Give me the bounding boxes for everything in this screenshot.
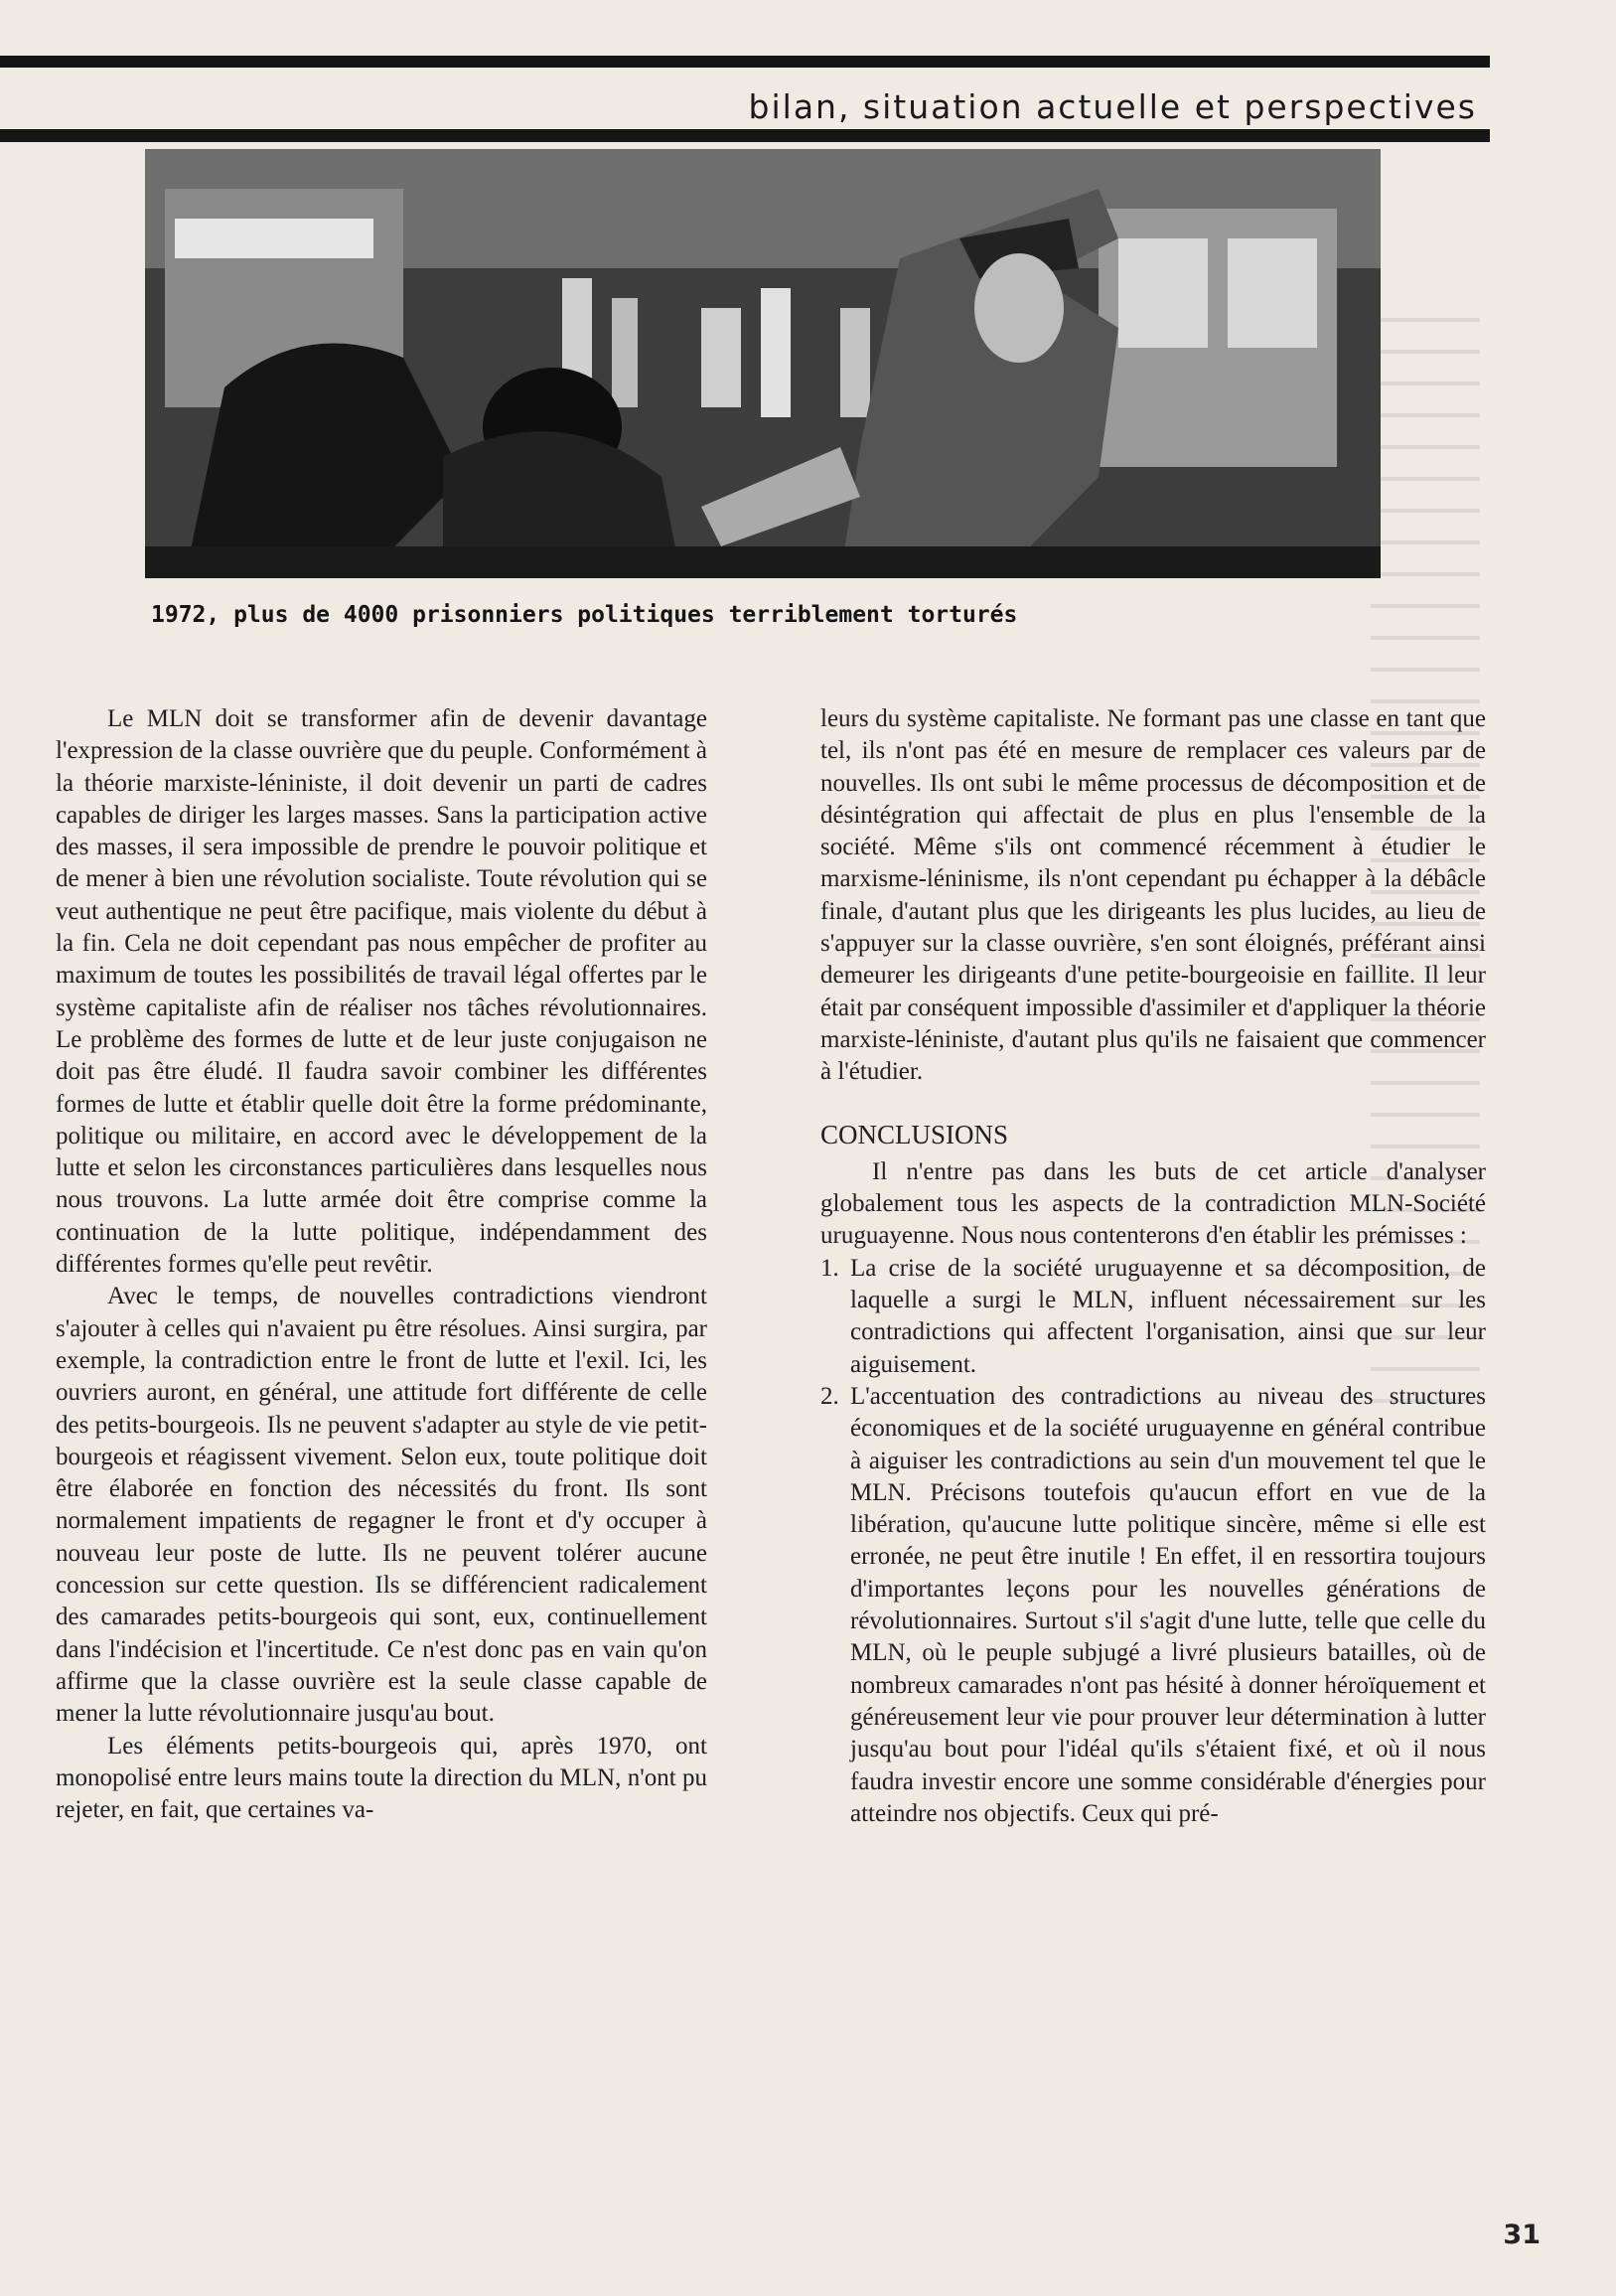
paragraph: Avec le temps, de nouvelles contradictions viendront s'ajouter à celles qui n'avaient pu être résolues. Ainsi surgira, par exemple, la contradiction entre le front de lutte et l'exil. Ici, les ouvriers auront, en général, une attitude fort différente de celle des petits-bourgeois. Ils ne peuvent s'adapter au style de vie petit-bourgeois et réagissent vivement. Selon eux, toute politique doit être élaborée en fonction des nécessités du front. Ils sont normalement impatients de regagner le front et d'y occuper à nouveau leur poste de lutte. Ils ne peuvent tolérer aucune concession sur cette question. Ils se différencient radicalement des camarades petits-bourgeois qui sont, eux, continuellement dans l'indécision et l'incertitude. Ce n'est donc pas en vain qu'on affirme que la classe ouvrière est la seule classe capable de mener la lutte révolutionnaire jusqu'au bout. <box>56 1283 707 1728</box>
section-heading: CONCLUSIONS <box>820 1119 1009 1149</box>
news-photo <box>145 149 1381 578</box>
list-number: 2. <box>820 1382 839 1410</box>
premises-list <box>820 1253 1486 1830</box>
page-number: 31 <box>1503 2219 1541 2250</box>
paragraph: Le MLN doit se transformer afin de devenir davantage l'expression de la classe ouvrière que du peuple. Conformément à la théorie marxiste-léniniste, il doit devenir un parti de cadres capables de diriger les larges masses. Sans la participation active des masses, il sera impossible de prendre le pouvoir politique et de mener à bien une révolution socialiste. Toute révolution qui se veut authentique ne peut être pacifique, mais violente du début à la fin. Cela ne doit cependant pas nous empêcher de profiter au maximum de toutes les possibilités de travail légal offertes par le système capitaliste afin de réaliser nos tâches révolutionnaires. Le problème des formes de lutte et de leur juste conjugaison ne doit pas être éludé. Il faudra savoir combiner les différentes formes de lutte et établir quelle doit être la forme prédominante, politique ou militaire, en accord avec le développement de la lutte et selon les circonstances particulières dans lesquelles nous nous trouvons. La lutte armée doit être comprise comme la continuation de la lutte politique, indépendamment des différentes formes qu'elle peut revêtir. <box>56 705 707 1279</box>
photo-illustration <box>145 149 1381 578</box>
header-rule-bottom <box>0 129 1490 142</box>
photo-caption: 1972, plus de 4000 prisonniers politiques terriblement torturés <box>151 602 1018 628</box>
paragraph-continued: leurs du système capitaliste. Ne formant pas une classe en tant que tel, ils n'ont pas été en mesure de remplacer ces valeurs par de nouvelles. Ils ont subi le même processus de décomposition et de désintégration qui affectait de plus en plus l'ensemble de la société. Même s'ils ont commencé récemment à étudier le marxisme-léninisme, ils n'ont cependant pu échapper à la débâcle finale, d'autant plus que les dirigeants les plus lucides, au lieu de s'appuyer sur la classe ouvrière, s'en sont éloignés, préférant ainsi demeurer les dirigeants d'une petite-bourgeoisie en faillite. Il leur était par conséquent impossible d'assimiler et d'appliquer la théorie marxiste-léniniste, d'autant plus qu'ils ne faisaient que commencer à l'étudier. <box>820 705 1486 1086</box>
list-number: 1. <box>820 1254 839 1282</box>
right-column <box>820 703 1486 1830</box>
section-header: bilan, situation actuelle et perspectives <box>748 87 1477 126</box>
list-item <box>820 1381 1486 1830</box>
conclusions-intro: Il n'entre pas dans les buts de cet article d'analyser globalement tous les aspects de la contradiction MLN-Société uruguayenne. Nous nous contenterons d'en établir les prémisses : <box>820 1157 1486 1250</box>
header-rule-top <box>0 56 1490 68</box>
list-item-text: L'accentuation des contradictions au niveau des structures économiques et de la société uruguayenne en général contribue à aiguiser les contradictions au sein d'un mouvement tel que le MLN. Précisons toutefois qu'aucun effort en vue de la libération, qu'aucune lutte politique sincère, même si elle est erronée, ne peut être inutile ! En effet, il en ressortira toujours d'importantes leçons pour les nouvelles générations de révolutionnaires. Surtout s'il s'agit d'une lutte, telle que celle du MLN, où le peuple subjugé a livré plusieurs batailles, où de nombreux camarades n'ont pas hésité à donner héroïquement et généreusement leur vie pour prouver leur détermination à lutter jusqu'au bout pour l'idéal qu'ils s'étaient fixé, et où il nous faudra investir encore une somme considérable d'énergies pour atteindre nos objectifs. Ceux qui pré- <box>850 1382 1486 1827</box>
left-column <box>56 703 707 1826</box>
list-item-text: La crise de la société uruguayenne et sa décomposition, de laquelle a surgi le MLN, influent nécessairement sur les contradictions qui affectent l'organisation, ainsi que sur leur aiguisement. <box>850 1254 1486 1378</box>
list-item <box>820 1253 1486 1381</box>
paragraph: Les éléments petits-bourgeois qui, après 1970, ont monopolisé entre leurs mains toute la direction du MLN, n'ont pu rejeter, en fait, que certaines va- <box>56 1732 707 1824</box>
